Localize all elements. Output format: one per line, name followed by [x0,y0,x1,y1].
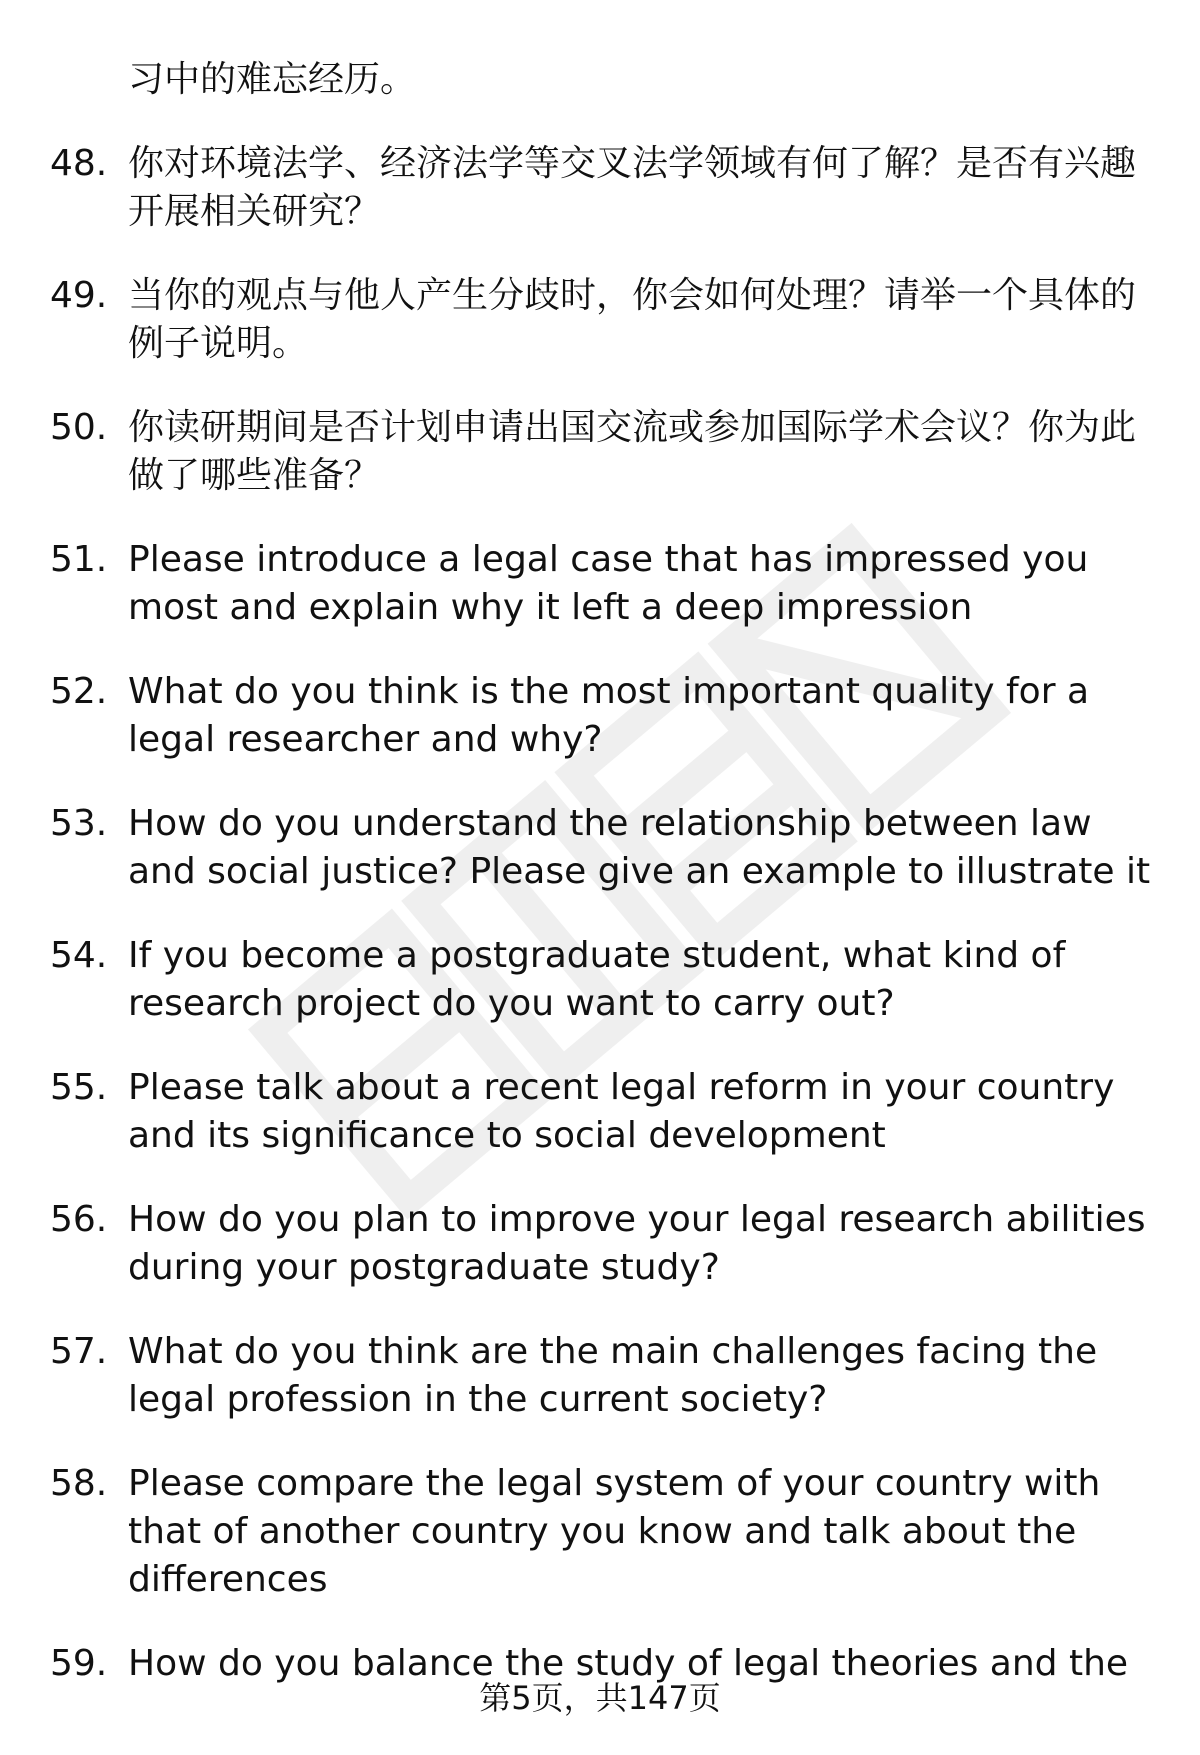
question-text: 当你的观点与他人产生分歧时，你会如何处理？请举一个具体的例子说明。 [128,275,1137,364]
question-number: 59. [50,1643,108,1684]
question-list [50,140,1170,1724]
question-text: What do you think is the most important quality for a legal researcher and why? [128,671,1090,760]
list-item [50,1328,1170,1424]
question-number: 50. [50,407,108,448]
question-number: 49. [50,275,108,316]
question-number: 48. [50,143,108,184]
question-text: Please compare the legal system of your country with that of another country you know and talk about the differences [128,1463,1101,1600]
list-item [50,932,1170,1028]
question-number: 54. [50,935,108,976]
list-item [50,800,1170,896]
list-item [50,1196,1170,1292]
question-number: 57. [50,1331,108,1372]
question-text: How do you balance the study of legal theories and the [128,1643,1129,1684]
question-text: How do you understand the relationship between law and social justice? Please give an example to illustrate it [128,803,1151,892]
question-text: How do you plan to improve your legal research abilities during your postgraduate study? [128,1199,1146,1288]
list-item [50,272,1170,368]
question-number: 53. [50,803,108,844]
list-item [50,668,1170,764]
list-item [50,404,1170,500]
question-text: 你对环境法学、经济法学等交叉法学领域有何了解？是否有兴趣开展相关研究？ [128,143,1137,232]
list-item [50,1064,1170,1160]
question-number: 51. [50,539,108,580]
continuation-text: 习中的难忘经历。 [128,59,417,100]
list-item [50,1460,1170,1604]
page-footer: 第5页，共147页 [479,1679,721,1717]
question-number: 52. [50,671,108,712]
list-item [50,536,1170,632]
question-text: What do you think are the main challenges facing the legal profession in the current society? [128,1331,1098,1420]
question-number: 58. [50,1463,108,1504]
question-number: 55. [50,1067,108,1108]
question-text: Please introduce a legal case that has impressed you most and explain why it left a deep impression [128,539,1089,628]
list-item [50,140,1170,236]
question-number: 56. [50,1199,108,1240]
question-text: If you become a postgraduate student, what kind of research project do you want to carry out? [128,935,1066,1024]
question-text: Please talk about a recent legal reform in your country and its significance to social development [128,1067,1115,1156]
question-text: 你读研期间是否计划申请出国交流或参加国际学术会议？你为此做了哪些准备？ [128,407,1137,496]
